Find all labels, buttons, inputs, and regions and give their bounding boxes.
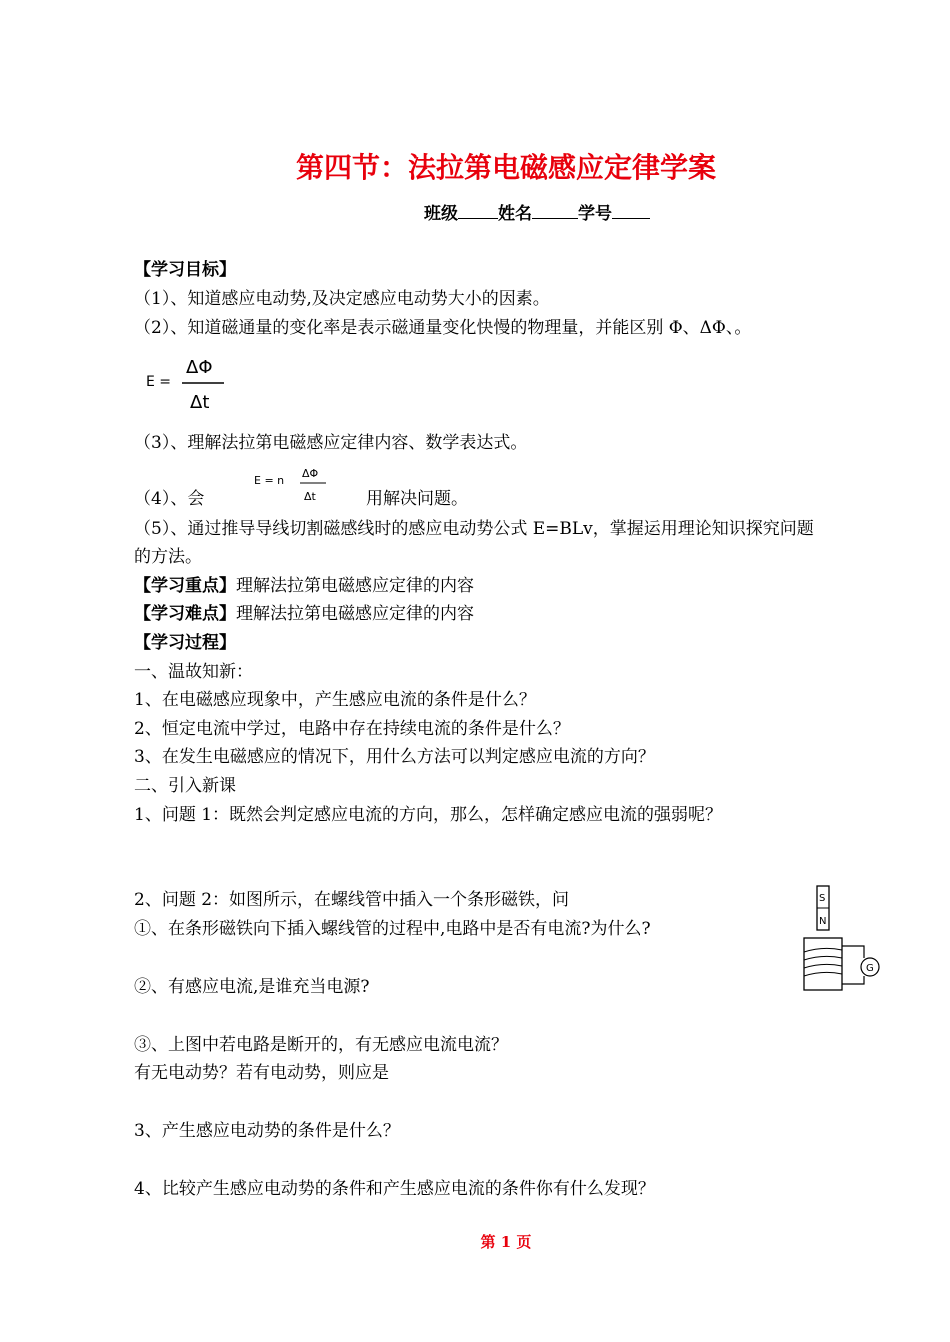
- question-2-sub-1: ①、在条形磁铁向下插入螺线管的过程中,电路中是否有电流?为什么?: [134, 919, 651, 939]
- review-heading: 一、温故知新：: [134, 662, 253, 682]
- objective-4-suffix: 用解决问题。: [366, 489, 468, 509]
- formula2-numerator: ΔΦ: [302, 467, 319, 480]
- formula1-lhs: E =: [146, 374, 172, 390]
- magnet-north-label: N: [819, 916, 827, 927]
- name-blank: [532, 201, 578, 219]
- review-question-1: 1、在电磁感应现象中，产生感应电流的条件是什么？: [134, 690, 536, 710]
- difficult-point-text: 理解法拉第电磁感应定律的内容: [236, 604, 474, 624]
- key-point-text: 理解法拉第电磁感应定律的内容: [236, 576, 474, 596]
- key-point: [134, 575, 474, 597]
- objective-3: （3）、理解法拉第电磁感应定律内容、数学表达式。: [134, 433, 528, 453]
- new-lesson-heading: 二、引入新课: [134, 776, 236, 796]
- objective-4-prefix: （4）、会: [134, 489, 205, 509]
- page-number: 第 1 页: [480, 1233, 532, 1251]
- galvanometer-label: G: [866, 963, 874, 974]
- class-blank: [458, 201, 498, 219]
- objective-2: （2）、知道磁通量的变化率是表示磁通量变化快慢的物理量，并能区别 Φ、ΔΦ、。: [134, 318, 752, 338]
- objective-1: （1）、知道感应电动势,及决定感应电动势大小的因素。: [134, 289, 550, 309]
- new-lesson-question-3: 3、产生感应电动势的条件是什么？: [134, 1121, 400, 1141]
- formula-emf-1: [140, 352, 240, 414]
- objectives-heading: 【学习目标】: [134, 260, 236, 280]
- question-2-sub-3: ③、上图中若电路是断开的，有无感应电流电流？: [134, 1035, 508, 1055]
- review-question-2: 2、恒定电流中学过，电路中存在持续电流的条件是什么？: [134, 719, 570, 739]
- number-label: 学号: [578, 204, 612, 224]
- question-2-sub-3b: 有无电动势？若有电动势，则应是: [134, 1063, 389, 1083]
- objective-5-line2: 的方法。: [134, 547, 202, 567]
- solenoid-magnet-figure: [798, 880, 890, 996]
- student-info-line: [424, 201, 650, 226]
- process-heading: 【学习过程】: [134, 633, 236, 653]
- key-point-label: 【学习重点】: [134, 576, 236, 596]
- new-lesson-question-4: 4、比较产生感应电动势的条件和产生感应电流的条件你有什么发现？: [134, 1179, 655, 1199]
- question-2-sub-2: ②、有感应电流,是谁充当电源?: [134, 977, 370, 997]
- objective-5-line1: （5）、通过推导导线切割磁感线时的感应电动势公式 E=BLv，掌握运用理论知识探究问题: [134, 519, 814, 539]
- new-lesson-question-2: 2、问题 2：如图所示，在螺线管中插入一个条形磁铁，问: [134, 890, 570, 910]
- review-question-3: 3、在发生电磁感应的情况下，用什么方法可以判定感应电流的方向？: [134, 747, 655, 767]
- page-title: 第四节：法拉第电磁感应定律学案: [295, 151, 716, 184]
- solenoid-coil: [804, 948, 842, 976]
- difficult-point-label: 【学习难点】: [134, 604, 236, 624]
- magnet-south-label: S: [819, 893, 826, 904]
- new-lesson-question-1: 1、问题 1：既然会判定感应电流的方向，那么，怎样确定感应电流的强弱呢？: [134, 805, 723, 825]
- formula2-lhs: E = n: [254, 474, 285, 487]
- name-label: 姓名: [498, 204, 532, 224]
- number-blank: [612, 201, 650, 219]
- formula1-denominator: Δt: [190, 392, 210, 413]
- formula-emf-2: [252, 462, 332, 510]
- formula1-numerator: ΔΦ: [186, 357, 213, 378]
- difficult-point: [134, 603, 474, 625]
- class-label: 班级: [424, 204, 458, 224]
- formula2-denominator: Δt: [304, 490, 316, 503]
